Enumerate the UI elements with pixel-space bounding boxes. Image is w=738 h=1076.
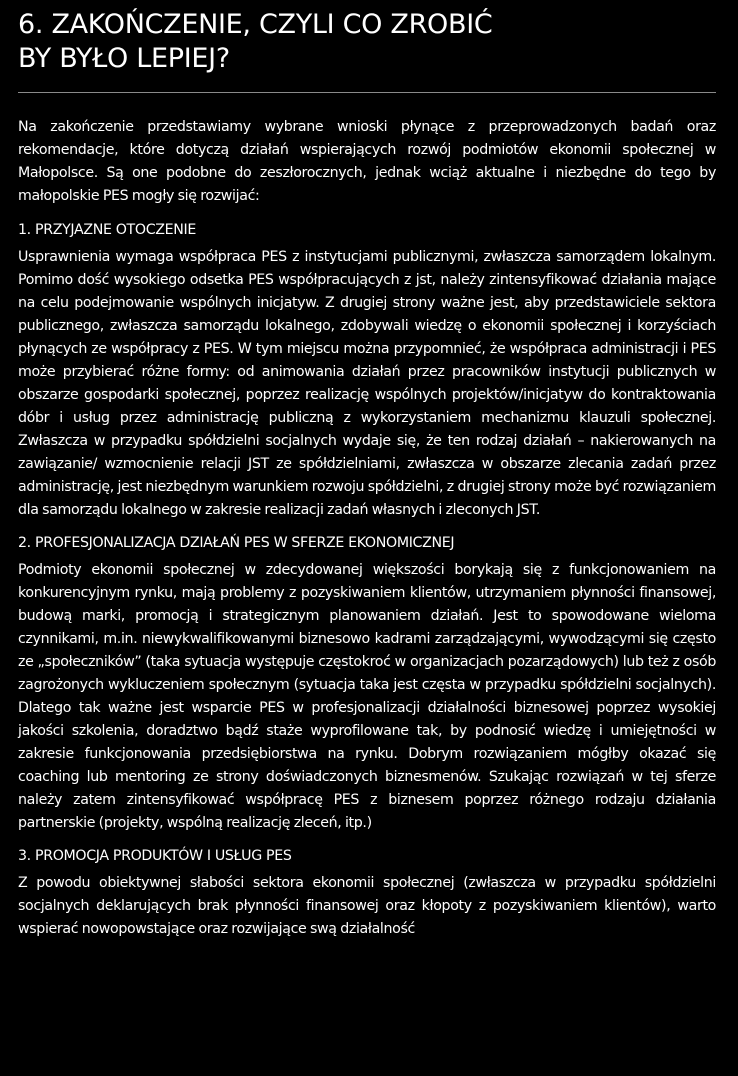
page-title-line-1: 6. ZAKOŃCZENIE, CZYLI CO ZROBIĆ <box>18 9 493 40</box>
section-heading-promocja: 3. PROMOCJA PRODUKTÓW I USŁUG PES <box>18 848 292 864</box>
title-divider <box>18 92 716 93</box>
page-title-line-2: BY BYŁO LEPIEJ? <box>18 43 230 74</box>
document-page <box>18 0 716 941</box>
intro-paragraph: Na zakończenie przedstawiamy wybrane wnioski płynące z przeprowadzonych badań oraz rekomendacje, które dotyczą działań wspierających rozwój podmiotów ekonomii społecznej w Małopolsce. Są one podobne do zeszłorocznych, jednak wciąż aktualne i niezbędne do tego by małopolskie PES mogły się rozwijać: <box>18 119 716 204</box>
section-heading-profesjonalizacja: 2. PROFESJONALIZACJA DZIAŁAŃ PES W SFERZE EKONOMICZNEJ <box>18 535 455 551</box>
page-title <box>18 0 716 76</box>
section-body-przyjazne-otoczenie: Usprawnienia wymaga współpraca PES z instytucjami publicznymi, zwłaszcza samorządem lokalnym. Pomimo dość wysokiego odsetka PES współpracujących z jst, należy zintensyfikować działania mające na celu podejmowanie wspólnych inicjatyw. Z drugiej strony ważne jest, aby przedstawiciele sektora publicznego, zwłaszcza samorządu lokalnego, zdobywali wiedzę o ekonomii społecznej i korzyściach płynących ze współpracy z PES. W tym miejscu można przypomnieć, że współpraca administracji i PES może przybierać różne formy: od animowania działań przez pracowników instytucji publicznych w obszarze gospodarki społecznej, poprzez realizację wspólnych projektów/inicjatyw do kontraktowania dóbr i usług przez administrację publiczną z wykorzystaniem mechanizmu klauzuli społecznej. Zwłaszcza w przypadku spółdzielni socjalnych wydaje się, że ten rodzaj działań – nakierowanych na zawiązanie/ wzmocnienie relacji JST ze spółdzielniami, zwłaszcza w obszarze zlecania zadań przez administrację, jest niezbędnym warunkiem rozwoju spółdzielni, z drugiej strony może być rozwiązaniem dla samorządu lokalnego w zakresie realizacji zadań własnych i zleconych JST. <box>18 249 716 518</box>
section-body-promocja: Z powodu obiektywnej słabości sektora ekonomii społecznej (zwłaszcza w przypadku spółdzielni socjalnych deklarujących brak płynności finansowej oraz kłopoty z pozyskiwaniem klientów), warto wspierać nowopowstające oraz rozwijające swą działalność <box>18 875 716 937</box>
section-heading-przyjazne-otoczenie: 1. PRZYJAZNE OTOCZENIE <box>18 222 196 238</box>
section-body-profesjonalizacja: Podmioty ekonomii społecznej w zdecydowanej większości borykają się z funkcjonowaniem na konkurencyjnym rynku, mają problemy z pozyskiwaniem klientów, utrzymaniem płynności finansowej, budową marki, promocją i strategicznym planowaniem działań. Jest to spowodowane wieloma czynnikami, m.in. niewykwalifikowanymi biznesowo kadrami zarządzającymi, wywodzącymi się często ze „społeczników” (taka sytuacja występuje częstokroć w organizacjach pozarządowych) lub też z osób zagrożonych wykluczeniem społecznym (sytuacja taka jest częsta w przypadku spółdzielni socjalnych). Dlatego tak ważne jest wsparcie PES w profesjonalizacji działalności biznesowej poprzez wysokiej jakości szkolenia, doradztwo bądź staże wyprofilowane tak, by podnosić wiedzę i umiejętności w zakresie funkcjonowania przedsiębiorstwa na rynku. Dobrym rozwiązaniem mógłby okazać się coaching lub mentoring ze strony doświadczonych biznesmenów. Szukając rozwiązań w tej sferze należy zatem zintensyfikować współpracę PES z biznesem poprzez różnego rodzaju działania partnerskie (projekty, wspólną realizację zleceń, itp.) <box>18 562 716 831</box>
